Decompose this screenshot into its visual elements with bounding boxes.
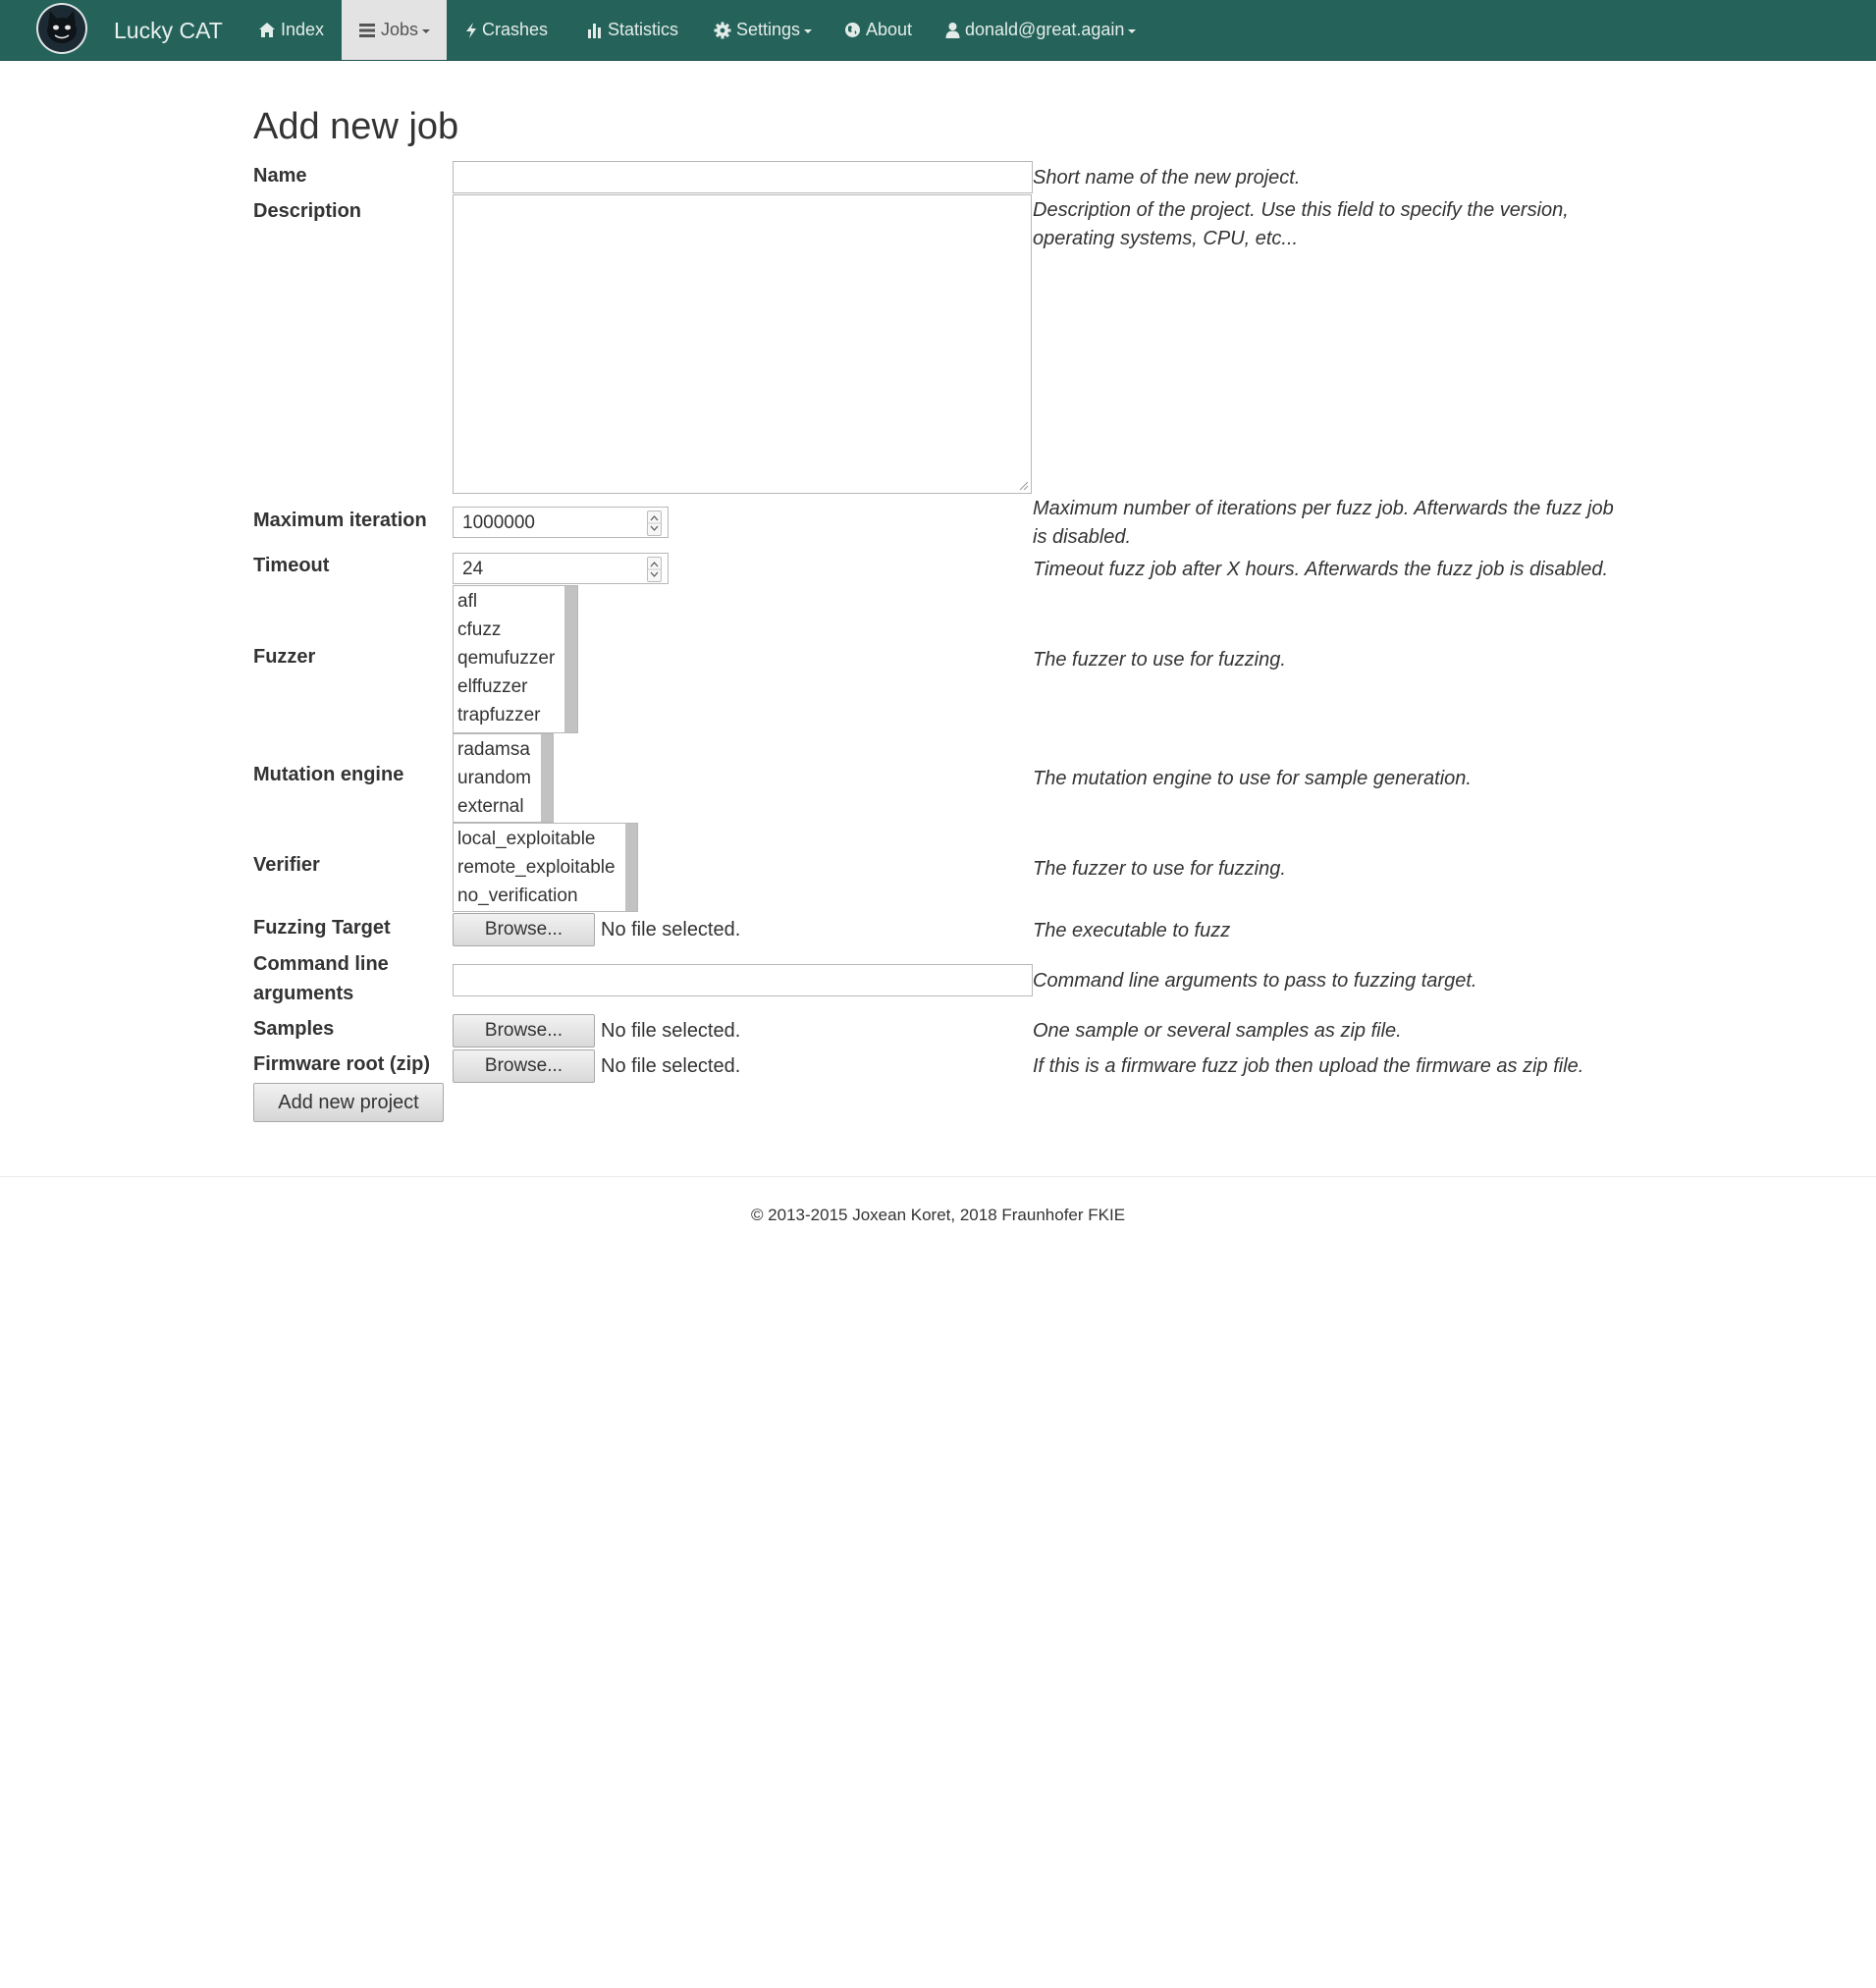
max-iteration-input[interactable] [453,507,669,538]
cmd-args-help: Command line arguments to pass to fuzzing target. [1033,970,1477,992]
nav-index-label: Index [281,20,325,39]
fuzzing-target-browse-button[interactable]: Browse... [453,913,595,946]
mutation-engine-label: Mutation engine [253,764,404,785]
description-help: Description of the project. Use this field to specify the version, operating systems, CPU, etc... [1033,199,1569,249]
timeout-value: 24 [462,559,484,579]
nav-user-label: donald@great.again [965,20,1125,39]
timeout-help: Timeout fuzz job after X hours. Afterwards the fuzz job is disabled. [1033,559,1609,580]
verifier-option[interactable]: local_exploitable [457,829,596,849]
fuzzer-option[interactable]: afl [457,591,478,612]
fuzzer-option[interactable]: elffuzzer [457,676,528,697]
name-input[interactable] [453,161,1033,193]
verifier-select[interactable] [453,823,638,912]
nav-jobs[interactable] [342,0,447,60]
fuzzer-label: Fuzzer [253,646,316,668]
mutation-engine-option[interactable]: external [457,796,524,817]
bolt-icon [465,22,477,39]
resize-grip-icon[interactable] [1017,479,1029,491]
bar-chart-icon [587,23,603,38]
chevron-down-icon[interactable] [651,526,658,530]
nav-jobs-label: Jobs [381,20,419,39]
footer-copyright: © 2013-2015 Joxean Koret, 2018 Fraunhofer FKIE [750,1206,1126,1224]
mutation-engine-scrollbar[interactable] [541,734,553,822]
description-label: Description [253,200,362,222]
verifier-help: The fuzzer to use for fuzzing. [1033,858,1286,880]
nav-settings[interactable] [714,0,812,60]
cmd-args-label-line2: arguments [253,983,354,1004]
firmware-label: Firmware root (zip) [253,1053,431,1075]
name-label: Name [253,165,307,187]
nav-crashes-label: Crashes [482,20,549,39]
cmd-args-input[interactable] [453,964,1033,996]
globe-icon [844,22,861,38]
chevron-down-icon [804,29,812,33]
nav-index[interactable] [244,0,343,60]
nav-statistics-label: Statistics [608,20,679,39]
mutation-engine-option[interactable]: urandom [457,768,531,788]
nav-about-label: About [866,20,913,39]
nav-user-menu[interactable] [945,0,1136,60]
mutation-engine-select[interactable] [453,733,554,823]
samples-file-status: No file selected. [601,1020,741,1042]
fuzzer-option[interactable]: qemufuzzer [457,648,556,669]
nav-settings-label: Settings [736,20,801,39]
fuzzing-target-help: The executable to fuzz [1033,920,1231,941]
brand-title[interactable]: Lucky CAT [114,18,223,43]
samples-label: Samples [253,1018,335,1040]
top-navbar [0,0,1876,61]
page-title: Add new job [253,106,459,147]
home-icon [258,22,276,38]
nav-statistics[interactable] [587,0,678,60]
chevron-up-icon[interactable] [651,516,658,520]
chevron-up-icon[interactable] [651,563,658,566]
fuzzing-target-file-status: No file selected. [601,919,741,940]
samples-browse-button[interactable]: Browse... [453,1014,595,1048]
mutation-engine-option[interactable]: radamsa [457,739,530,760]
timeout-stepper[interactable] [647,557,662,582]
gear-icon [714,22,731,39]
lucky-cat-logo-icon[interactable] [36,3,87,54]
fuzzer-help: The fuzzer to use for fuzzing. [1033,649,1286,671]
max-iteration-stepper[interactable] [647,510,662,536]
name-help: Short name of the new project. [1033,167,1301,188]
fuzzing-target-label: Fuzzing Target [253,917,391,939]
samples-help: One sample or several samples as zip file. [1033,1020,1402,1042]
verifier-scrollbar[interactable] [625,824,637,911]
footer-divider [0,1176,1876,1177]
fuzzer-scrollbar[interactable] [564,586,577,732]
verifier-option[interactable]: no_verification [457,886,578,906]
fuzzer-select[interactable] [453,585,578,733]
cmd-args-label-line1: Command line [253,953,389,975]
chevron-down-icon [1128,29,1136,33]
max-iteration-label: Maximum iteration [253,510,427,531]
max-iteration-value: 1000000 [462,512,535,533]
firmware-browse-button[interactable]: Browse... [453,1049,595,1083]
chevron-down-icon[interactable] [651,572,658,576]
verifier-label: Verifier [253,854,320,876]
nav-crashes[interactable] [465,0,548,60]
chevron-down-icon [422,29,430,33]
timeout-input[interactable] [453,553,669,584]
fuzzer-option[interactable]: cfuzz [457,619,502,640]
description-textarea[interactable] [453,194,1032,494]
firmware-file-status: No file selected. [601,1055,741,1077]
timeout-label: Timeout [253,555,330,576]
add-new-project-button[interactable]: Add new project [253,1083,444,1122]
max-iteration-help: Maximum number of iterations per fuzz job. Afterwards the fuzz job is disabled. [1033,498,1614,548]
cmd-args-label [253,949,389,1008]
user-icon [945,22,960,38]
mutation-engine-help: The mutation engine to use for sample generation. [1033,768,1472,789]
nav-about[interactable] [844,0,912,60]
fuzzer-option[interactable]: trapfuzzer [457,705,541,725]
tasks-icon [358,23,376,38]
firmware-help: If this is a firmware fuzz job then upload the firmware as zip file. [1033,1055,1584,1077]
verifier-option[interactable]: remote_exploitable [457,857,616,878]
